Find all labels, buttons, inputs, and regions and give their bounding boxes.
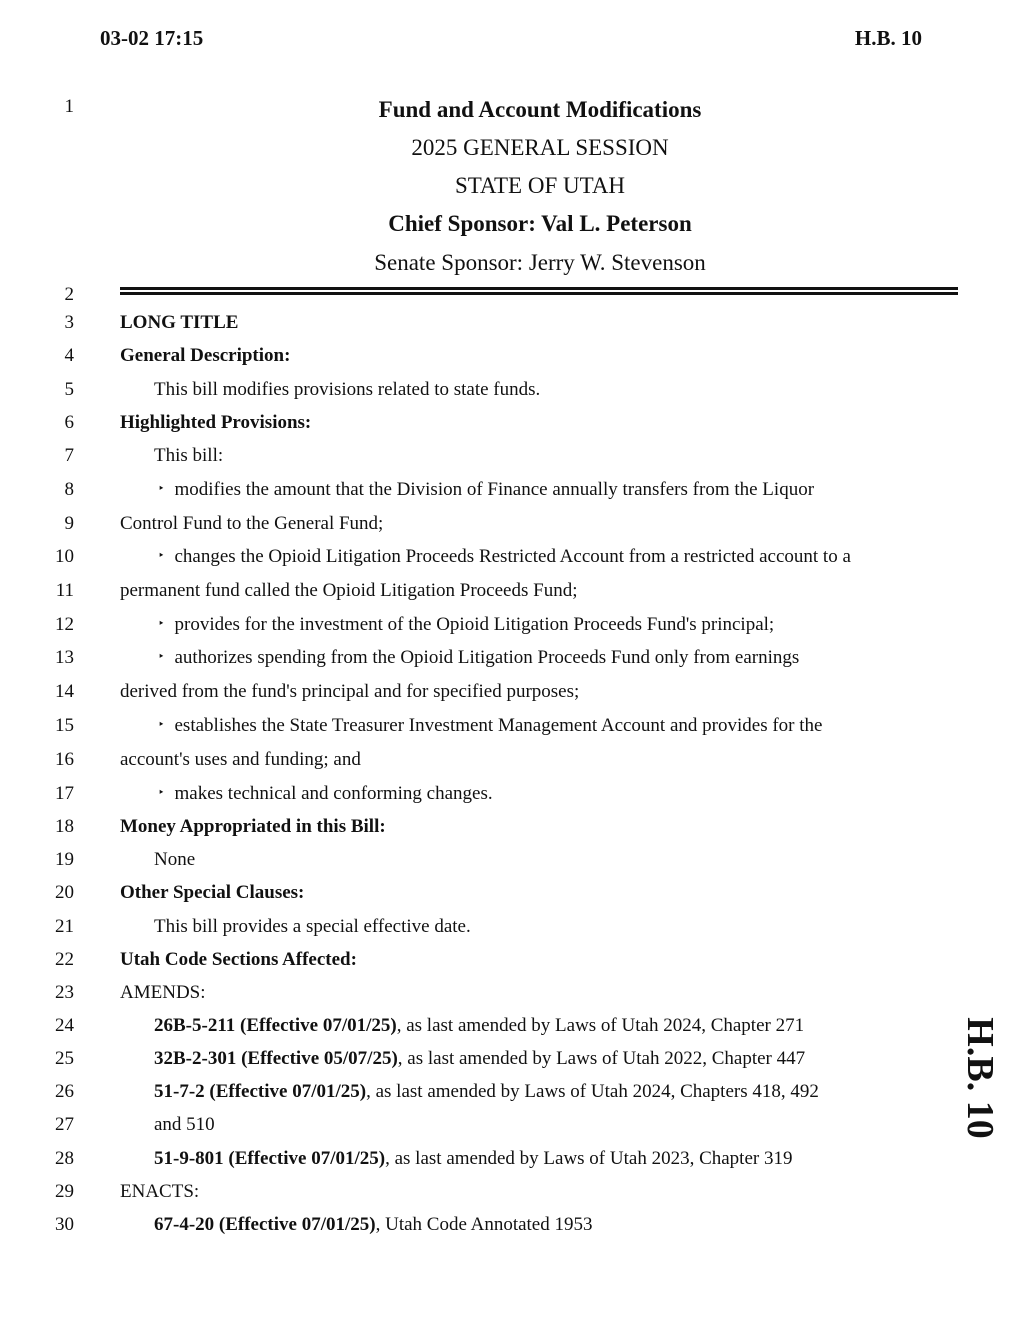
line-number: 16: [55, 749, 74, 770]
section-citation: 51-9-801 (Effective 07/01/25): [154, 1148, 386, 1169]
money-appropriated-text: None: [154, 849, 196, 870]
provision-item: [158, 715, 822, 737]
general-description-heading: General Description:: [120, 345, 291, 366]
section-note: , as last amended by Laws of Utah 2024, Chapters 418, 492: [366, 1081, 819, 1102]
line-number: 2: [64, 284, 74, 305]
amends-label: AMENDS:: [120, 982, 206, 1003]
provision-text: changes the Opioid Litigation Proceeds Restricted Account from a restricted account to a: [174, 546, 851, 567]
line-number: 18: [55, 816, 74, 837]
amended-section: [154, 1015, 804, 1037]
provision-item: [158, 783, 493, 805]
highlighted-provisions-heading: Highlighted Provisions:: [120, 412, 312, 433]
other-clauses-text: This bill provides a special effective date.: [154, 916, 471, 937]
chief-sponsor: Chief Sponsor: Val L. Peterson: [388, 211, 692, 236]
line-number: 1: [64, 96, 74, 117]
bullet-icon: ‣: [158, 787, 165, 799]
line-number: 26: [55, 1081, 74, 1102]
session-label: 2025 GENERAL SESSION: [411, 135, 669, 160]
provision-continuation: derived from the fund's principal and for specified purposes;: [120, 681, 580, 702]
provision-text: provides for the investment of the Opioid Litigation Proceeds Fund's principal;: [174, 614, 775, 635]
line-number: 15: [55, 715, 74, 736]
line-number: 12: [55, 614, 74, 635]
header-timestamp: 03-02 17:15: [100, 26, 204, 50]
line-number: 24: [55, 1015, 74, 1036]
provision-continuation: Control Fund to the General Fund;: [120, 513, 384, 534]
line-number: 3: [64, 312, 74, 333]
bullet-icon: ‣: [158, 618, 165, 630]
divider-rule: [120, 287, 958, 290]
line-number: 11: [55, 580, 74, 601]
section-note: , Utah Code Annotated 1953: [375, 1214, 593, 1235]
line-number: 10: [55, 546, 74, 567]
senate-sponsor: Senate Sponsor: Jerry W. Stevenson: [374, 250, 706, 275]
line-number: 5: [64, 379, 74, 400]
line-number: 19: [55, 849, 74, 870]
line-number: 20: [55, 882, 74, 903]
provision-continuation: permanent fund called the Opioid Litigation Proceeds Fund;: [120, 580, 578, 601]
amended-section: [154, 1048, 805, 1070]
general-description-text: This bill modifies provisions related to state funds.: [154, 379, 541, 400]
amended-section: [154, 1148, 792, 1170]
line-number: 28: [55, 1148, 74, 1169]
line-number: 25: [55, 1048, 74, 1069]
line-number: 14: [55, 681, 74, 702]
line-number: 23: [55, 982, 74, 1003]
provision-item: [158, 614, 774, 636]
line-number: 6: [64, 412, 74, 433]
section-citation: 67-4-20 (Effective 07/01/25): [154, 1214, 376, 1235]
provision-item: [158, 479, 814, 501]
line-number: 17: [55, 783, 74, 804]
provision-text: authorizes spending from the Opioid Litigation Proceeds Fund only from earnings: [174, 647, 800, 668]
line-number: 21: [55, 916, 74, 937]
section-note: , as last amended by Laws of Utah 2024, Chapter 271: [396, 1015, 805, 1036]
header-bill-number: H.B. 10: [854, 26, 922, 50]
section-note: , as last amended by Laws of Utah 2023, Chapter 319: [385, 1148, 793, 1169]
line-number: 29: [55, 1181, 74, 1202]
amended-section: [154, 1081, 819, 1103]
line-number: 13: [55, 647, 74, 668]
enacts-label: ENACTS:: [120, 1181, 200, 1202]
long-title-heading: LONG TITLE: [120, 312, 239, 333]
line-number: 8: [64, 479, 74, 500]
line-number: 30: [55, 1214, 74, 1235]
highlighted-intro: This bill:: [154, 445, 224, 466]
other-clauses-heading: Other Special Clauses:: [120, 882, 305, 903]
provision-continuation: account's uses and funding; and: [120, 749, 361, 770]
provision-text: makes technical and conforming changes.: [174, 783, 493, 804]
line-number: 9: [64, 513, 74, 534]
line-number: 4: [64, 345, 74, 366]
provision-item: [158, 546, 851, 568]
side-bill-label-text: H.B. 10: [959, 1017, 1001, 1139]
enacted-section: [154, 1214, 593, 1236]
section-citation: 32B-2-301 (Effective 05/07/25): [154, 1048, 398, 1069]
state-label: STATE OF UTAH: [454, 173, 626, 198]
provision-text: establishes the State Treasurer Investment Management Account and provides for the: [174, 715, 823, 736]
bullet-icon: ‣: [158, 483, 165, 495]
section-citation: 26B-5-211 (Effective 07/01/25): [154, 1015, 397, 1036]
bullet-icon: ‣: [158, 719, 165, 731]
bullet-icon: ‣: [158, 651, 165, 663]
provision-item: [158, 647, 799, 669]
line-number: 7: [64, 445, 74, 466]
money-appropriated-heading: Money Appropriated in this Bill:: [120, 816, 386, 837]
line-number: 27: [55, 1114, 74, 1135]
side-bill-label: [960, 1018, 1000, 1138]
section-note: , as last amended by Laws of Utah 2022, Chapter 447: [397, 1048, 806, 1069]
provision-text: modifies the amount that the Division of Finance annually transfers from the Liquor: [174, 479, 815, 500]
code-sections-heading: Utah Code Sections Affected:: [120, 949, 357, 970]
section-note-continuation: and 510: [154, 1114, 215, 1135]
bullet-icon: ‣: [158, 550, 165, 562]
bill-title: Fund and Account Modifications: [378, 97, 702, 122]
section-citation: 51-7-2 (Effective 07/01/25): [154, 1081, 367, 1102]
line-number: 22: [55, 949, 74, 970]
divider-rule: [120, 292, 958, 295]
